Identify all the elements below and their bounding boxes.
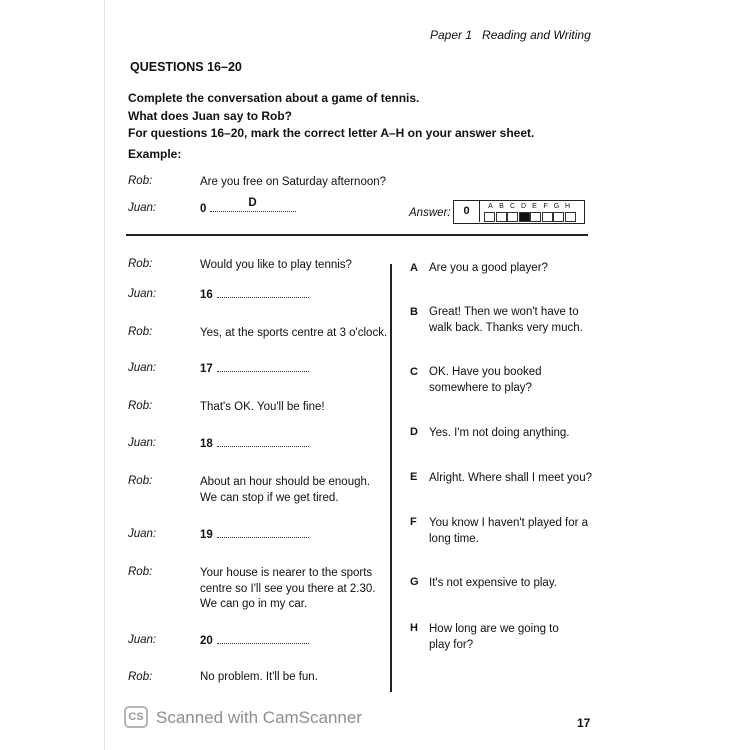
instruction-line: For questions 16–20, mark the correct letter A–H on your answer sheet.	[128, 126, 535, 140]
answer-letters	[485, 203, 573, 210]
gap-number: 18	[200, 438, 213, 450]
answer-letter: F	[543, 203, 548, 210]
answer-box-d-marked	[519, 212, 530, 222]
option-letter: G	[410, 576, 419, 588]
answer-box-b	[496, 212, 507, 222]
dialogue-speaker: Rob:	[128, 475, 153, 487]
example-answer-line	[210, 196, 296, 212]
example-answer-letter: D	[248, 196, 257, 209]
option-b-text	[429, 305, 583, 336]
dialogue-line: About an hour should be enough.	[200, 476, 371, 488]
gap-line	[217, 289, 309, 298]
dialogue-line: We can go in my car.	[200, 598, 308, 610]
answer-box-g	[553, 212, 564, 222]
dialogue-speaker: Rob:	[128, 671, 153, 683]
option-letter: F	[410, 516, 417, 528]
divider	[126, 234, 588, 236]
option-line: long time.	[429, 532, 479, 545]
page-header	[430, 28, 591, 42]
gap-line	[217, 363, 309, 372]
option-line: OK. Have you booked	[429, 366, 542, 378]
answer-boxes	[484, 212, 576, 230]
dialogue-speaker: Rob:	[128, 566, 153, 578]
answer-number: 0	[454, 201, 480, 222]
instruction-line: Complete the conversation about a game of tennis.	[128, 91, 420, 105]
dialogue-speaker: Juan:	[128, 288, 157, 300]
instructions	[128, 90, 534, 143]
option-letter: E	[410, 471, 418, 483]
option-line: play for?	[429, 638, 474, 651]
dialogue-line: Your house is nearer to the sports	[200, 567, 373, 579]
gap-number: 17	[200, 363, 213, 375]
answer-letter: C	[509, 203, 516, 210]
section-label: Reading and Writing	[482, 28, 591, 42]
dialogue-text	[200, 475, 370, 506]
instruction-line: What does Juan say to Rob?	[128, 108, 293, 123]
gap-number: 19	[200, 529, 213, 541]
camscanner-watermark: Scanned with CamScanner	[156, 708, 363, 727]
example-rob-speaker: Rob:	[128, 175, 153, 187]
gap-line	[217, 529, 309, 538]
answer-box-c	[507, 212, 518, 222]
gap-18	[200, 437, 309, 453]
answer-letter: H	[564, 203, 571, 210]
option-letter: C	[410, 366, 418, 378]
dialogue-speaker: Juan:	[128, 437, 157, 449]
dialogue-speaker: Rob:	[128, 400, 153, 412]
page-edge	[104, 0, 105, 750]
answer-box-f	[542, 212, 553, 222]
camscanner-logo-icon: CS	[124, 706, 148, 728]
answer-letter: D	[520, 203, 527, 210]
option-letter: H	[410, 622, 418, 634]
option-e-text	[429, 471, 592, 487]
option-d-text	[429, 426, 570, 442]
option-line: How long are we going to	[429, 623, 559, 635]
dialogue-text: Would you like to play tennis?	[200, 259, 352, 271]
option-letter: D	[410, 426, 418, 438]
answer-letter: G	[553, 203, 560, 210]
option-line: walk back. Thanks very much.	[429, 321, 583, 334]
gap-20	[200, 634, 309, 650]
option-line: Great! Then we won't have to	[429, 306, 579, 318]
dialogue-speaker: Juan:	[128, 634, 157, 646]
gap-number: 20	[200, 635, 213, 647]
example-juan-answer	[200, 196, 296, 218]
questions-title: QUESTIONS 16–20	[130, 60, 242, 74]
option-g-text	[429, 576, 557, 592]
column-divider	[390, 264, 392, 692]
gap-line	[217, 635, 309, 644]
example-answer-grid	[453, 200, 585, 224]
example-rob-text: Are you free on Saturday afternoon?	[200, 176, 387, 188]
option-letter: A	[410, 262, 418, 274]
example-label: Example:	[128, 147, 182, 161]
dialogue-line: centre so I'll see you there at 2.30.	[200, 582, 376, 595]
page-number: 17	[577, 716, 591, 730]
option-a-text	[429, 261, 548, 277]
dialogue-text: Yes, at the sports centre at 3 o'clock.	[200, 327, 388, 339]
answer-box-h	[565, 212, 576, 222]
gap-19	[200, 528, 309, 544]
dialogue-text	[200, 566, 375, 613]
gap-number: 16	[200, 289, 213, 301]
gap-17	[200, 362, 309, 378]
gap-line	[217, 438, 309, 447]
option-line: Yes. I'm not doing anything.	[429, 427, 570, 439]
dialogue-text: That's OK. You'll be fine!	[200, 401, 325, 413]
dialogue-speaker: Rob:	[128, 326, 153, 338]
option-line: You know I haven't played for a	[429, 517, 589, 529]
paper-label: Paper 1	[430, 28, 473, 42]
option-f-text	[429, 516, 588, 547]
gap-16	[200, 288, 309, 304]
dialogue-line: We can stop if we get tired.	[200, 491, 339, 504]
option-h-text	[429, 622, 559, 653]
dialogue-speaker: Juan:	[128, 528, 157, 540]
answer-letter: A	[488, 203, 493, 210]
option-line: It's not expensive to play.	[429, 577, 557, 589]
answer-box-e	[530, 212, 541, 222]
example-juan-speaker: Juan:	[128, 202, 157, 214]
example-number: 0	[200, 203, 207, 215]
answer-box-a	[484, 212, 495, 222]
dialogue-speaker: Juan:	[128, 362, 157, 374]
option-line: Alright. Where shall I meet you?	[429, 472, 592, 484]
answer-label: Answer:	[409, 207, 451, 219]
dialogue-speaker: Rob:	[128, 258, 153, 270]
option-line: Are you a good player?	[429, 262, 548, 274]
answer-letter: E	[532, 203, 537, 210]
dialogue-text: No problem. It'll be fun.	[200, 671, 318, 683]
option-c-text	[429, 365, 542, 396]
answer-letter: B	[499, 203, 504, 210]
option-letter: B	[410, 306, 418, 318]
option-line: somewhere to play?	[429, 381, 532, 394]
